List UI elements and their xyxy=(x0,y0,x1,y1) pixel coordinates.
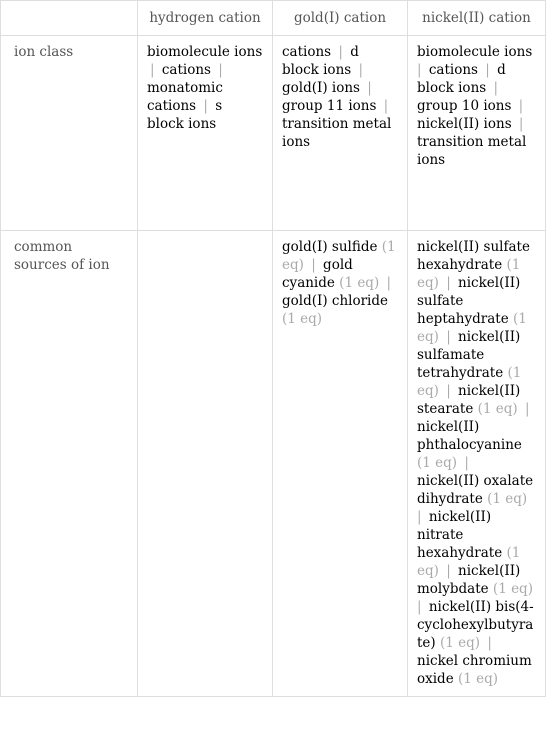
list-item: nickel(II) sulfate heptahydrate (1 eq) xyxy=(417,275,527,345)
list-item: monatomic cations xyxy=(147,80,223,114)
item-separator: | xyxy=(362,80,372,96)
table-cell xyxy=(273,36,408,231)
list-item: gold cyanide (1 eq) xyxy=(282,257,380,291)
item-separator: | xyxy=(199,98,213,114)
item-separator: | xyxy=(480,62,495,78)
equivalents-label: (1 eq) xyxy=(492,581,533,597)
header-row xyxy=(1,1,546,36)
list-item: nickel(II) bis(4-cyclohexylbutyrate) (1 eq) xyxy=(417,599,534,651)
table-cell xyxy=(273,231,408,697)
equivalents-label: (1 eq) xyxy=(339,275,380,291)
table-row xyxy=(1,231,546,697)
item-separator: | xyxy=(514,98,524,114)
table-cell xyxy=(138,231,273,697)
equivalents-label: (1 eq) xyxy=(282,311,323,327)
list-item: nickel(II) nitrate hexahydrate (1 eq) xyxy=(417,509,521,579)
list-item: nickel(II) sulfate hexahydrate (1 eq) xyxy=(417,239,530,291)
table-row xyxy=(1,36,546,231)
item-separator: | xyxy=(379,98,389,114)
equivalents-label: (1 eq) xyxy=(282,239,396,273)
item-separator: | xyxy=(150,62,159,78)
equivalents-label: (1 eq) xyxy=(477,401,518,417)
equivalents-label: (1 eq) xyxy=(439,635,481,651)
item-separator: | xyxy=(417,62,426,78)
equivalents-label: (1 eq) xyxy=(487,491,528,507)
list-item: gold(I) ions xyxy=(282,80,360,96)
column-header: gold(I) cation xyxy=(273,1,408,36)
equivalents-label: (1 eq) xyxy=(417,311,527,345)
row-header: ion class xyxy=(1,36,138,231)
item-separator: | xyxy=(514,116,524,132)
row-header: common sources of ion xyxy=(1,231,138,697)
list-item: gold(I) chloride (1 eq) xyxy=(282,293,388,327)
list-item: nickel(II) ions xyxy=(417,116,512,132)
item-separator: | xyxy=(441,275,456,291)
column-header: nickel(II) cation xyxy=(408,1,546,36)
list-item: s block ions xyxy=(147,98,223,132)
list-item: nickel(II) phthalocyanine (1 eq) xyxy=(417,419,522,471)
list-item: nickel(II) stearate (1 eq) xyxy=(417,383,521,417)
list-item: d block ions xyxy=(417,62,506,96)
item-separator: | xyxy=(520,401,530,417)
list-item: cations xyxy=(161,62,211,78)
table-cell xyxy=(408,36,546,231)
list-item: cations xyxy=(282,44,332,60)
corner-cell xyxy=(1,1,138,36)
list-item: biomolecule ions xyxy=(147,44,263,60)
list-item: group 10 ions xyxy=(417,98,512,114)
item-separator: | xyxy=(382,275,392,291)
list-item: group 11 ions xyxy=(282,98,377,114)
equivalents-label: (1 eq) xyxy=(417,455,458,471)
list-item: transition metal ions xyxy=(282,116,392,150)
item-separator: | xyxy=(306,257,321,273)
equivalents-label: (1 eq) xyxy=(417,545,521,579)
equivalents-label: (1 eq) xyxy=(417,365,522,399)
item-separator: | xyxy=(334,44,348,60)
item-separator: | xyxy=(441,383,456,399)
item-separator: | xyxy=(417,509,426,525)
list-item: biomolecule ions xyxy=(417,44,533,60)
list-item: nickel(II) molybdate (1 eq) xyxy=(417,563,533,597)
list-item: cations xyxy=(428,62,478,78)
list-item: nickel chromium oxide (1 eq) xyxy=(417,653,532,687)
table-cell xyxy=(138,36,273,231)
equivalents-label: (1 eq) xyxy=(417,257,521,291)
equivalents-label: (1 eq) xyxy=(457,671,499,687)
item-separator: | xyxy=(483,635,492,651)
item-separator: | xyxy=(441,563,456,579)
column-header: hydrogen cation xyxy=(138,1,273,36)
list-item: transition metal ions xyxy=(417,134,527,168)
table-cell xyxy=(408,231,546,697)
item-separator: | xyxy=(489,80,499,96)
list-item: nickel(II) sulfamate tetrahydrate (1 eq) xyxy=(417,329,522,399)
item-separator: | xyxy=(354,62,364,78)
item-separator: | xyxy=(441,329,456,345)
list-item: d block ions xyxy=(282,44,359,78)
list-item: gold(I) sulfide (1 eq) xyxy=(282,239,396,273)
item-separator: | xyxy=(213,62,223,78)
item-separator: | xyxy=(417,599,426,615)
list-item: nickel(II) oxalate dihydrate (1 eq) xyxy=(417,473,534,507)
item-separator: | xyxy=(460,455,469,471)
